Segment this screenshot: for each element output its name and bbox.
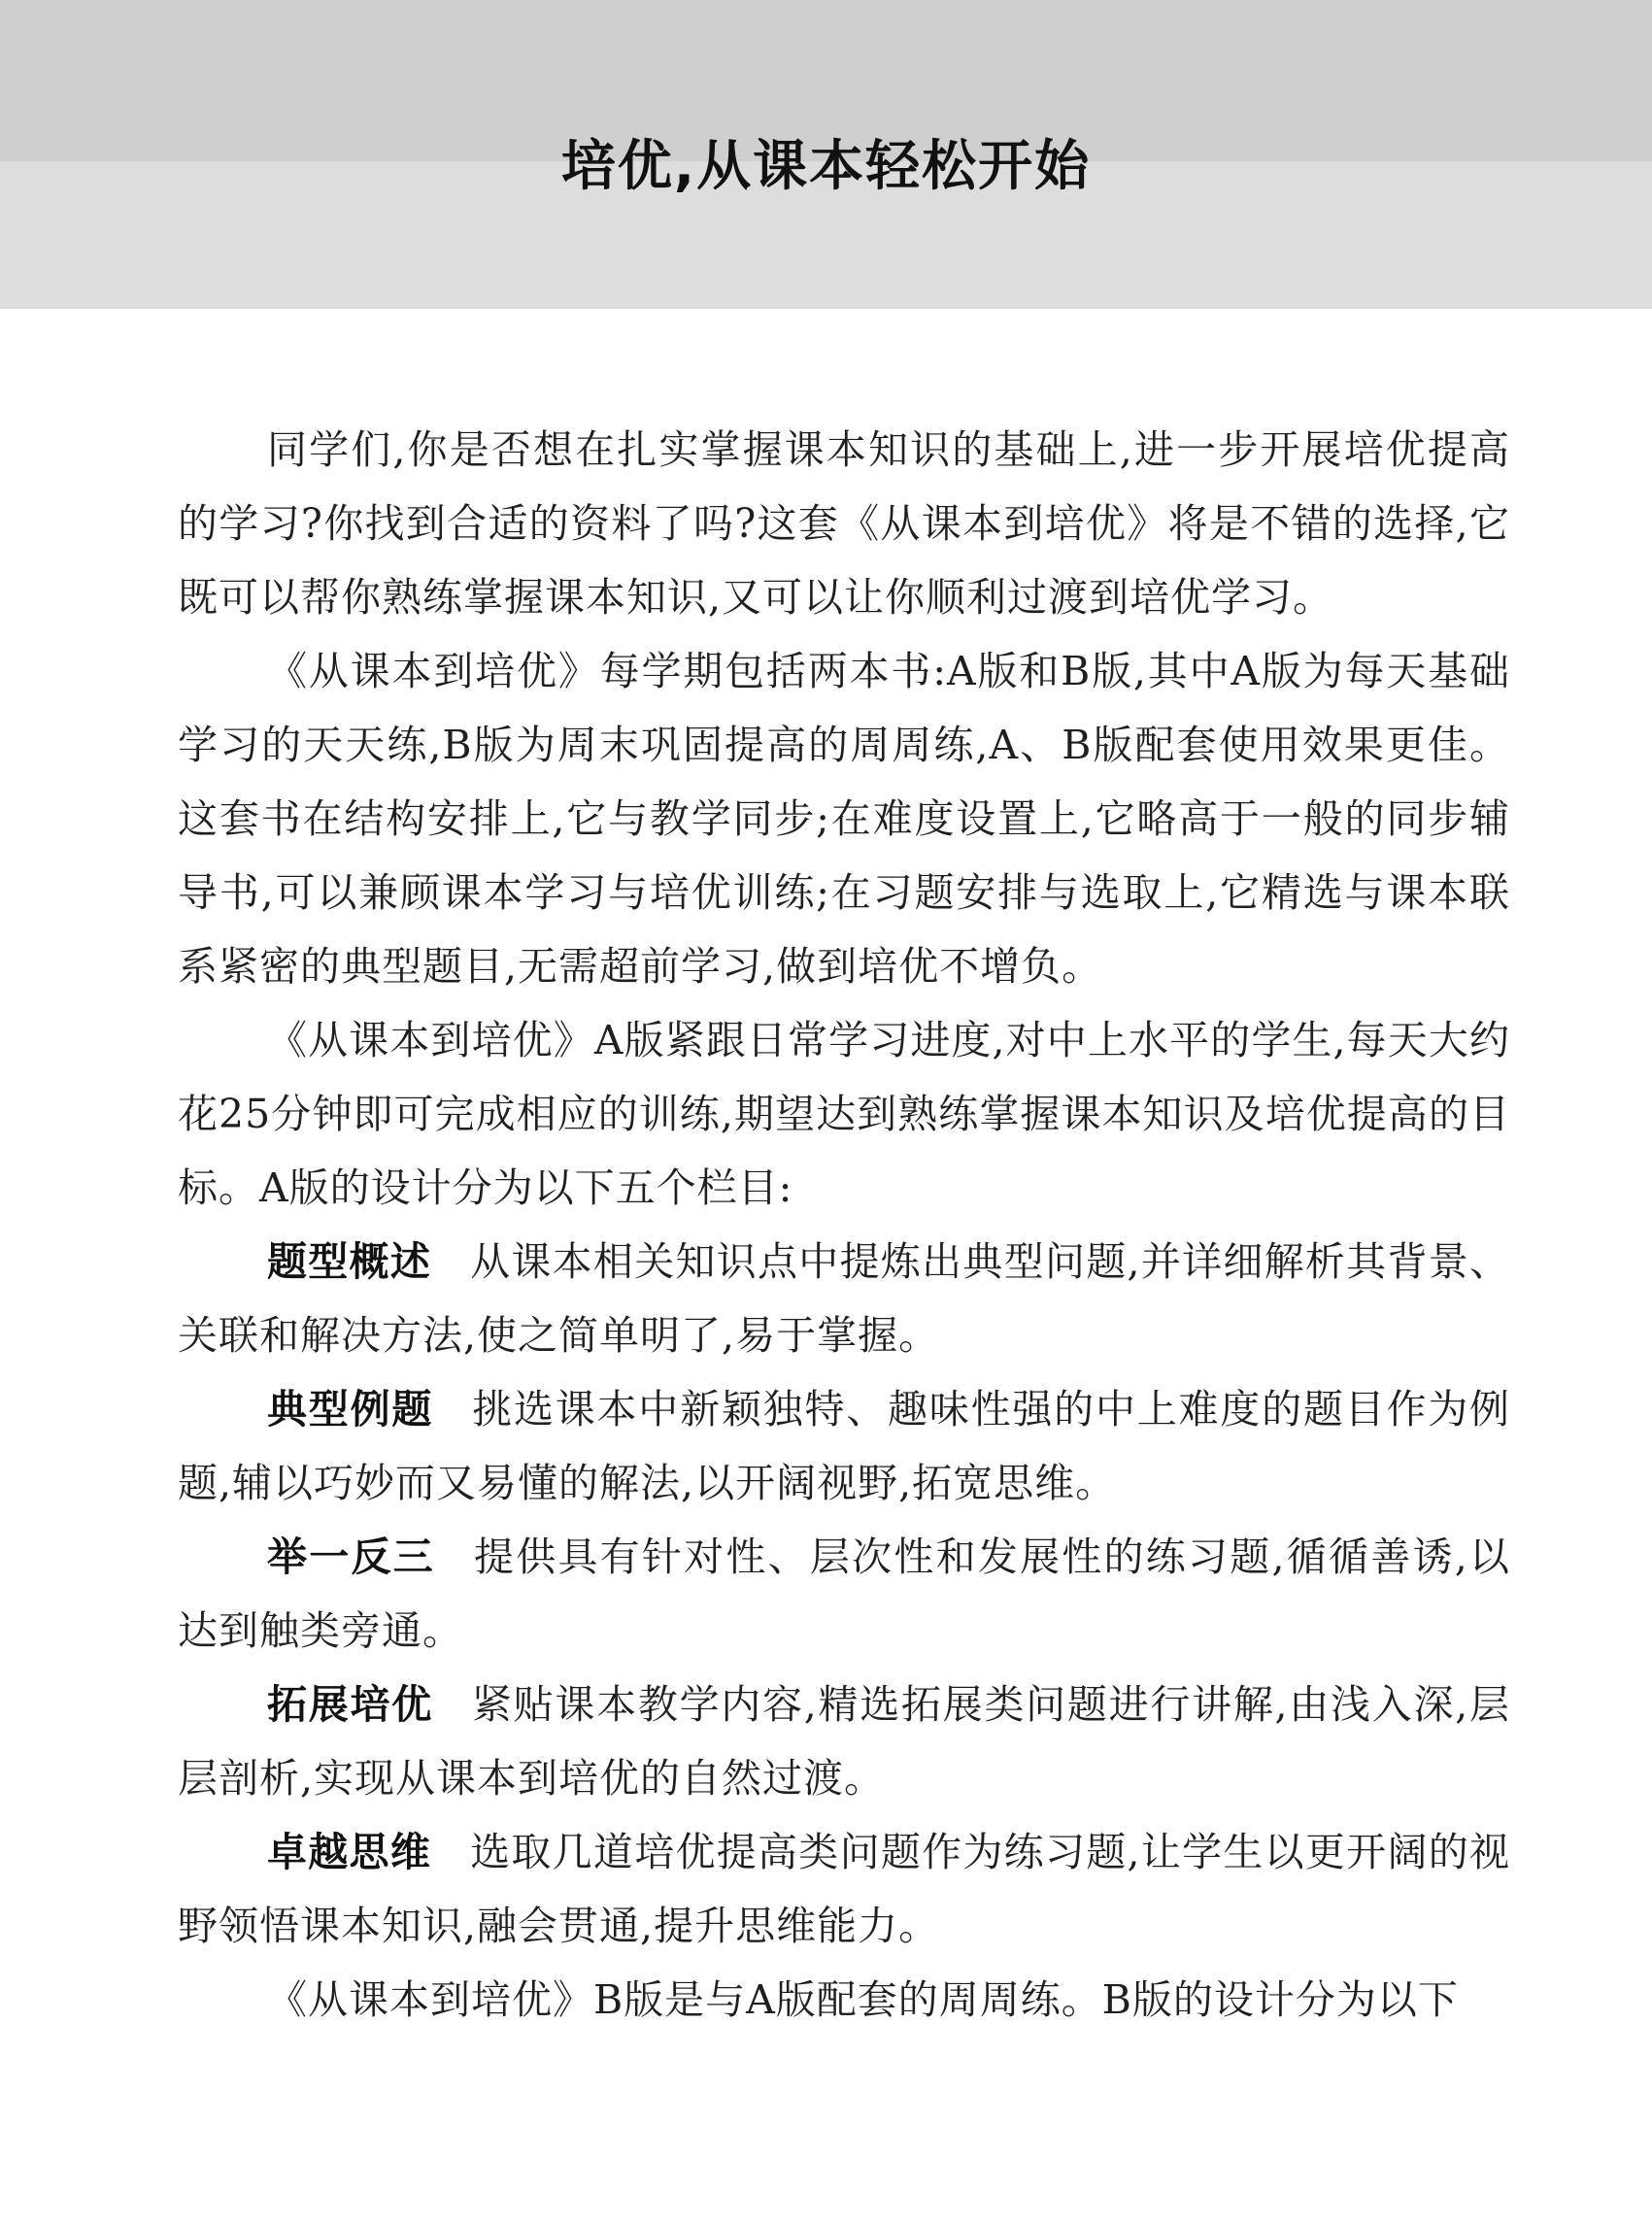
section-heading: 卓越思维 [267,1829,432,1875]
section-text: 提供具有针对性、层次性和发展性的练习题,循循善诱,以达到触类旁通。 [178,1534,1510,1654]
section-practice [178,1520,1510,1668]
section-examples [178,1372,1510,1520]
section-heading: 题型概述 [267,1238,432,1285]
section-thinking [178,1815,1510,1963]
page-title: 培优,从课本轻松开始 [560,135,1092,198]
section-text: 紧贴课本教学内容,精选拓展类问题进行讲解,由浅入深,层层剖析,实现从课本到培优的自然过渡。 [178,1681,1510,1802]
body-text [178,413,1510,2037]
section-heading: 拓展培优 [267,1681,433,1728]
section-heading: 典型例题 [267,1386,434,1433]
section-overview [178,1225,1510,1372]
intro-paragraph-2: 《从课本到培优》每学期包括两本书:A版和B版,其中A版为每天基础学习的天天练,B版为周末巩固提高的周周练,A、B版配套使用效果更佳。这套书在结构安排上,它与教学同步;在难度设置上,它略高于一般的同步辅导书,可以兼顾课本学习与培优训练;在习题安排与选取上,它精选与课本联系紧密的典型题目,无需超前学习,做到培优不增负。 [178,648,1510,990]
section-extension [178,1668,1510,1815]
section-text: 挑选课本中新颖独特、趣味性强的中上难度的题目作为例题,辅以巧妙而又易懂的解法,以开阔视野,拓宽思维。 [178,1386,1511,1506]
section-text: 从课本相关知识点中提炼出典型问题,并详细解析其背景、关联和解决方法,使之简单明了,易于掌握。 [178,1238,1511,1359]
intro-paragraph-1: 同学们,你是否想在扎实掌握课本知识的基础上,进一步开展培优提高的学习?你找到合适的资料了吗?这套《从课本到培优》将是不错的选择,它既可以帮你熟练掌握课本知识,又可以让你顺利过渡到培优学习。 [178,426,1510,621]
header-band [0,0,1652,309]
intro-paragraph-3: 《从课本到培优》A版紧跟日常学习进度,对中上水平的学生,每天大约花25分钟即可完成相应的训练,期望达到熟练掌握课本知识及培优提高的目标。A版的设计分为以下五个栏目: [178,1017,1510,1211]
closing-paragraph: 《从课本到培优》B版是与A版配套的周周练。B版的设计分为以下 [267,1976,1459,2023]
section-heading: 举一反三 [267,1534,435,1580]
section-text: 选取几道培优提高类问题作为练习题,让学生以更开阔的视野领悟课本知识,融会贯通,提升思维能力。 [178,1829,1511,1949]
